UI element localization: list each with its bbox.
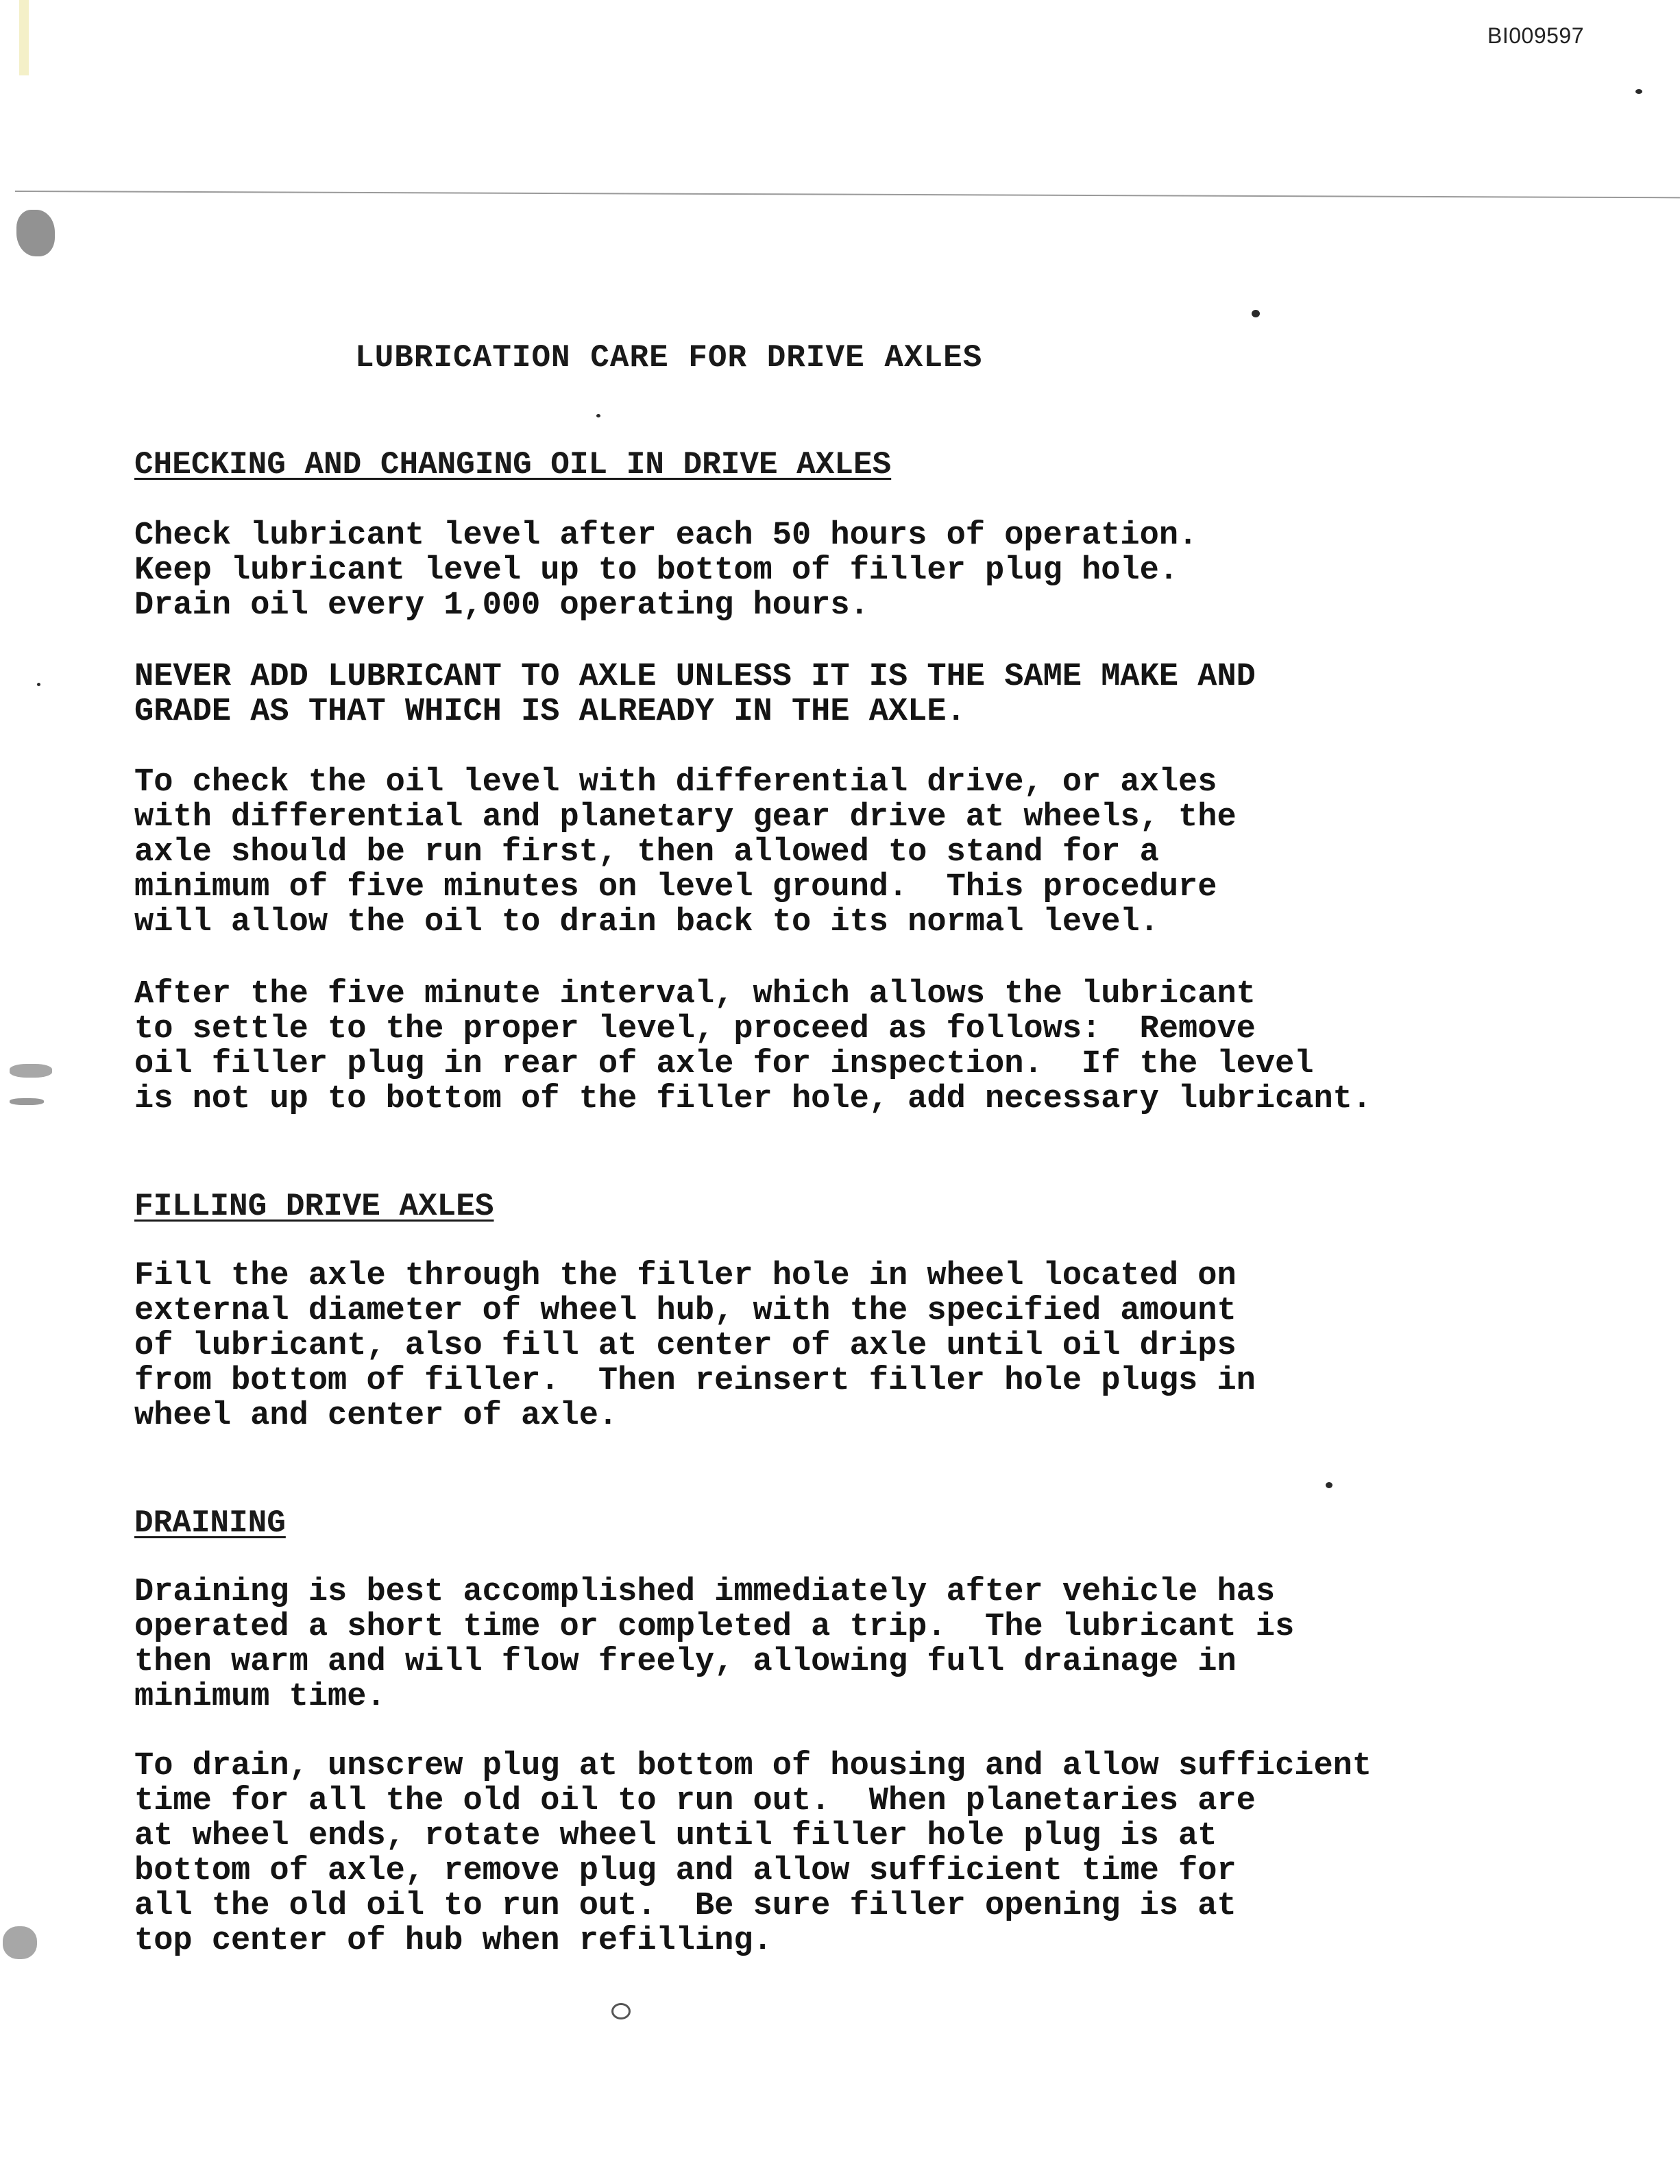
binding-hole-mark (10, 1064, 52, 1078)
paragraph-check-procedure: To check the oil level with differential drive, or axles with differential and planetary gear drive at wheels, the axle should be run first, then allowed to stand for a minimum of five minutes on level ground. This procedure will allow the oil to drain back to its normal level. (134, 764, 1237, 941)
paragraph-fill-axle: Fill the axle through the filler hole in wheel located on external diameter of wheel hub, with the specified amount of lubricant, also fill at center of axle until oil drips from bottom of filler. Then reinsert filler hole plugs in wheel and center of axle. (134, 1258, 1256, 1434)
paragraph-never-add: NEVER ADD LUBRICANT TO AXLE UNLESS IT IS THE SAME MAKE AND GRADE AS THAT WHICH IS ALREADY IN THE AXLE. (134, 659, 1256, 730)
section-heading-filling: FILLING DRIVE AXLES (134, 1189, 494, 1224)
paragraph-check-level: Check lubricant level after each 50 hours of operation. Keep lubricant level up to bottom of filler plug hole. Drain oil every 1,000 operating hours. (134, 518, 1198, 624)
binding-hole-mark (3, 1926, 37, 1959)
scan-speck (596, 414, 600, 417)
paragraph-draining-best: Draining is best accomplished immediately after vehicle has operated a short time or completed a trip. The lubricant is then warm and will flow freely, allowing full drainage in minimum time. (134, 1574, 1295, 1715)
scan-speck (1635, 89, 1642, 94)
section-heading-checking: CHECKING AND CHANGING OIL IN DRIVE AXLES (134, 447, 892, 483)
paper-edge-mark (19, 0, 29, 75)
document-id: BI009597 (1487, 23, 1585, 48)
paragraph-five-minute: After the five minute interval, which allows the lubricant to settle to the proper level, proceed as follows: Remove oil filler plug in rear of axle for inspection. If the level is not up to bottom of the filler hole, add necessary lubricant. (134, 976, 1372, 1117)
section-heading-draining: DRAINING (134, 1505, 286, 1541)
binding-hole-mark (10, 1098, 44, 1105)
binding-hole-mark (16, 210, 55, 256)
scan-speck (1326, 1482, 1332, 1488)
scan-speck (37, 683, 40, 686)
document-title: LUBRICATION CARE FOR DRIVE AXLES (355, 340, 983, 376)
scan-speck (611, 2003, 631, 2019)
scan-speck (1252, 310, 1260, 317)
horizontal-rule (15, 191, 1680, 198)
paragraph-to-drain: To drain, unscrew plug at bottom of housing and allow sufficient time for all the old oil to run out. When planetaries are at wheel ends, rotate wheel until filler hole plug is at bottom of axle, remove plug and allow sufficient time for all the old oil to run out. Be sure filler opening is at top center of hub when refilling. (134, 1748, 1372, 1959)
